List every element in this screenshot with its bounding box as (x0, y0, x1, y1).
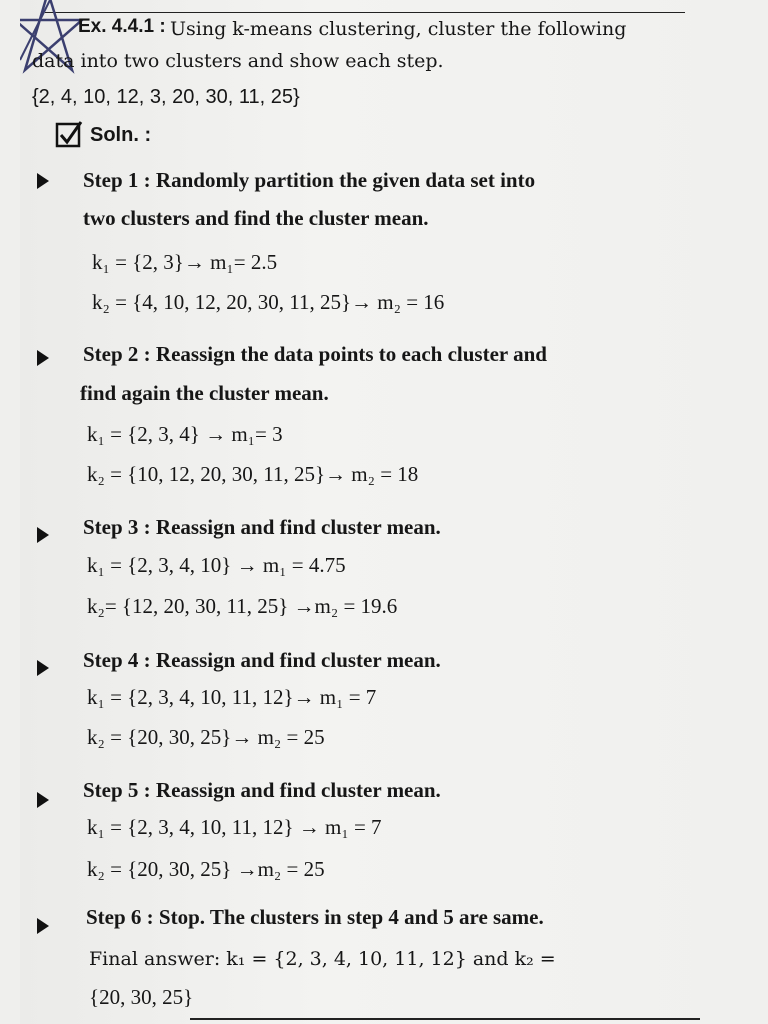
step-4-title: Step 4 : Reassign and find cluster mean. (83, 648, 441, 672)
step-5-bullet-icon (37, 792, 49, 808)
step-5-title: Step 5 : Reassign and find cluster mean. (83, 778, 441, 802)
step-2-bullet-icon (37, 350, 49, 366)
step-4-k1: k₁ = {2, 3, 4, 10, 11, 12}→ m₁ = 7 (87, 685, 377, 709)
textbook-page (20, 0, 768, 1024)
step-5-k2: k₂ = {20, 30, 25} →m₂ = 25 (87, 857, 325, 881)
step-1-bullet-icon (37, 173, 49, 189)
solution-label: Soln. : (90, 124, 152, 146)
step-1-k2: k₂ = {4, 10, 12, 20, 30, 11, 25}→ m₂ = 16 (92, 290, 445, 314)
step-6-bullet-icon (37, 918, 49, 934)
question-label: Ex. 4.4.1 : (78, 16, 166, 37)
step-5-k1: k₁ = {2, 3, 4, 10, 11, 12} → m₁ = 7 (87, 815, 382, 839)
step-3-k2: k₂= {12, 20, 30, 11, 25} →m₂ = 19.6 (87, 594, 398, 618)
bottom-rule (190, 1018, 700, 1020)
step-2-k2: k₂ = {10, 12, 20, 30, 11, 25}→ m₂ = 18 (87, 462, 419, 486)
step-1-title-line-2: two clusters and find the cluster mean. (83, 206, 429, 230)
final-answer-line-2: {20, 30, 25} (89, 985, 194, 1009)
step-3-k1: k₁ = {2, 3, 4, 10} → m₁ = 4.75 (87, 553, 346, 577)
step-3-bullet-icon (37, 527, 49, 543)
step-4-bullet-icon (37, 660, 49, 676)
step-1-k1: k₁ = {2, 3}→ m₁= 2.5 (92, 250, 278, 274)
step-3-title: Step 3 : Reassign and find cluster mean. (83, 515, 441, 539)
question-text-line-1: Using k-means clustering, cluster the following (170, 18, 627, 40)
step-2-title-line-2: find again the cluster mean. (80, 381, 329, 405)
question-text-line-2: data into two clusters and show each step. (32, 50, 444, 72)
final-answer-line-1: Final answer: k₁ = {2, 3, 4, 10, 11, 12} and k₂ = (89, 948, 556, 970)
step-1-title-line-1: Step 1 : Randomly partition the given data set into (83, 168, 536, 192)
step-2-k1: k₁ = {2, 3, 4} → m₁= 3 (87, 422, 283, 446)
question-dataset: {2, 4, 10, 12, 3, 20, 30, 11, 25} (32, 86, 300, 108)
checkbox-icon (55, 120, 83, 148)
top-rule (45, 12, 685, 13)
step-4-k2: k₂ = {20, 30, 25}→ m₂ = 25 (87, 725, 325, 749)
step-6-title: Step 6 : Stop. The clusters in step 4 and 5 are same. (86, 905, 544, 929)
step-2-title-line-1: Step 2 : Reassign the data points to each cluster and (83, 342, 547, 366)
